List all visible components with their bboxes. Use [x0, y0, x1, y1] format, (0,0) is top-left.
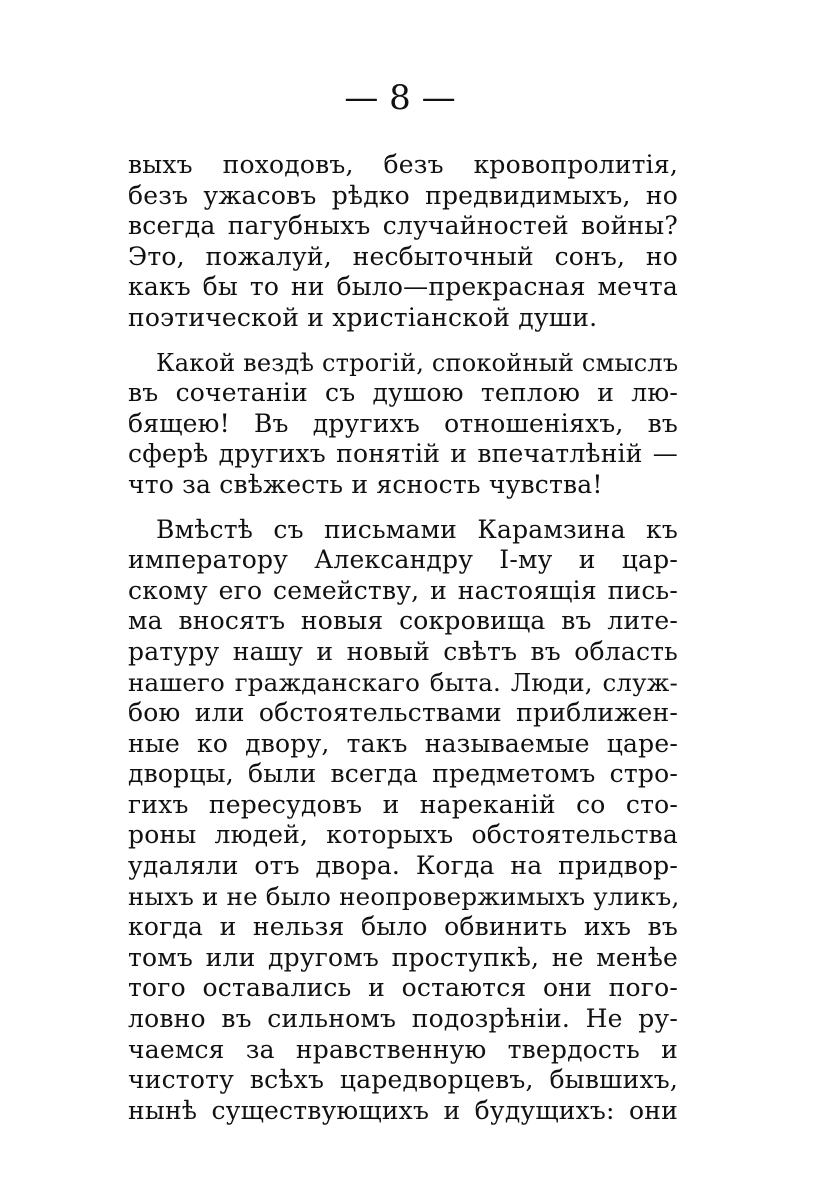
- page-text: [128, 150, 678, 1126]
- text-line: Вмѣстѣ съ письмами Карамзина къ: [156, 514, 678, 544]
- text-line: бящею! Въ другихъ отношеніяхъ, въ: [128, 408, 678, 438]
- text-line: ловно въ сильномъ подозрѣніи. Не ру-: [128, 1004, 678, 1034]
- text-line: скому его семейству, и настоящія пись-: [128, 575, 678, 605]
- text-line: нынѣ существующихъ и будущихъ: они: [128, 1095, 678, 1125]
- paragraph-3: [128, 515, 678, 1127]
- text-line: Это, пожалуй, несбыточный сонъ, но: [128, 241, 678, 271]
- text-line: ма вносятъ новыя сокровища въ лите-: [128, 606, 678, 636]
- text-line: удаляли отъ двора. Когда на придвор-: [128, 851, 678, 881]
- text-line: выхъ походовъ, безъ кровопролитія,: [128, 150, 678, 179]
- text-line: сферѣ другихъ понятій и впечатлѣній —: [128, 439, 678, 469]
- text-line: ратуру нашу и новый свѣтъ въ область: [128, 636, 678, 666]
- text-line: гихъ пересудовъ и нареканій со сто-: [128, 789, 678, 819]
- text-line: чаемся за нравственную твердость и: [128, 1034, 678, 1064]
- text-line: дворцы, были всегда предметомъ стро-: [128, 759, 678, 789]
- text-line: императору Александру I-му и цар-: [128, 545, 678, 575]
- text-line: всегда пагубныхъ случайностей войны?: [128, 211, 678, 241]
- paragraph-1: [128, 150, 678, 334]
- text-line: въ сочетаніи съ душою теплою и лю-: [128, 378, 678, 408]
- paragraph-2: [128, 348, 678, 501]
- text-line: Какой вездѣ строгій, спокойный смыслъ: [156, 348, 679, 377]
- text-line: поэтической и христіанской души.: [128, 302, 598, 332]
- text-line: ные ко двору, такъ называемые царе-: [128, 728, 678, 758]
- text-line: чистоту всѣхъ царедворцевъ, бывшихъ,: [128, 1065, 678, 1095]
- text-line: роны людей, которыхъ обстоятельства: [128, 820, 678, 850]
- text-line: нашего гражданскаго быта. Люди, служ-: [128, 667, 678, 697]
- text-line: того оставались и остаются они пого-: [128, 973, 678, 1003]
- text-line: безъ ужасовъ рѣдко предвидимыхъ, но: [128, 180, 678, 210]
- text-line: томъ или другомъ проступкѣ, не менѣе: [128, 942, 678, 972]
- page-number: — 8 —: [344, 78, 456, 118]
- text-line: ныхъ и не было неопровержимыхъ уликъ,: [128, 881, 680, 911]
- text-line: когда и нельзя было обвинить ихъ въ: [128, 912, 678, 942]
- text-line: бою или обстоятельствами приближен-: [128, 698, 678, 728]
- text-line: какъ бы то ни было—прекрасная мечта: [128, 272, 678, 302]
- text-line: что за свѣжесть и ясность чувства!: [128, 469, 603, 499]
